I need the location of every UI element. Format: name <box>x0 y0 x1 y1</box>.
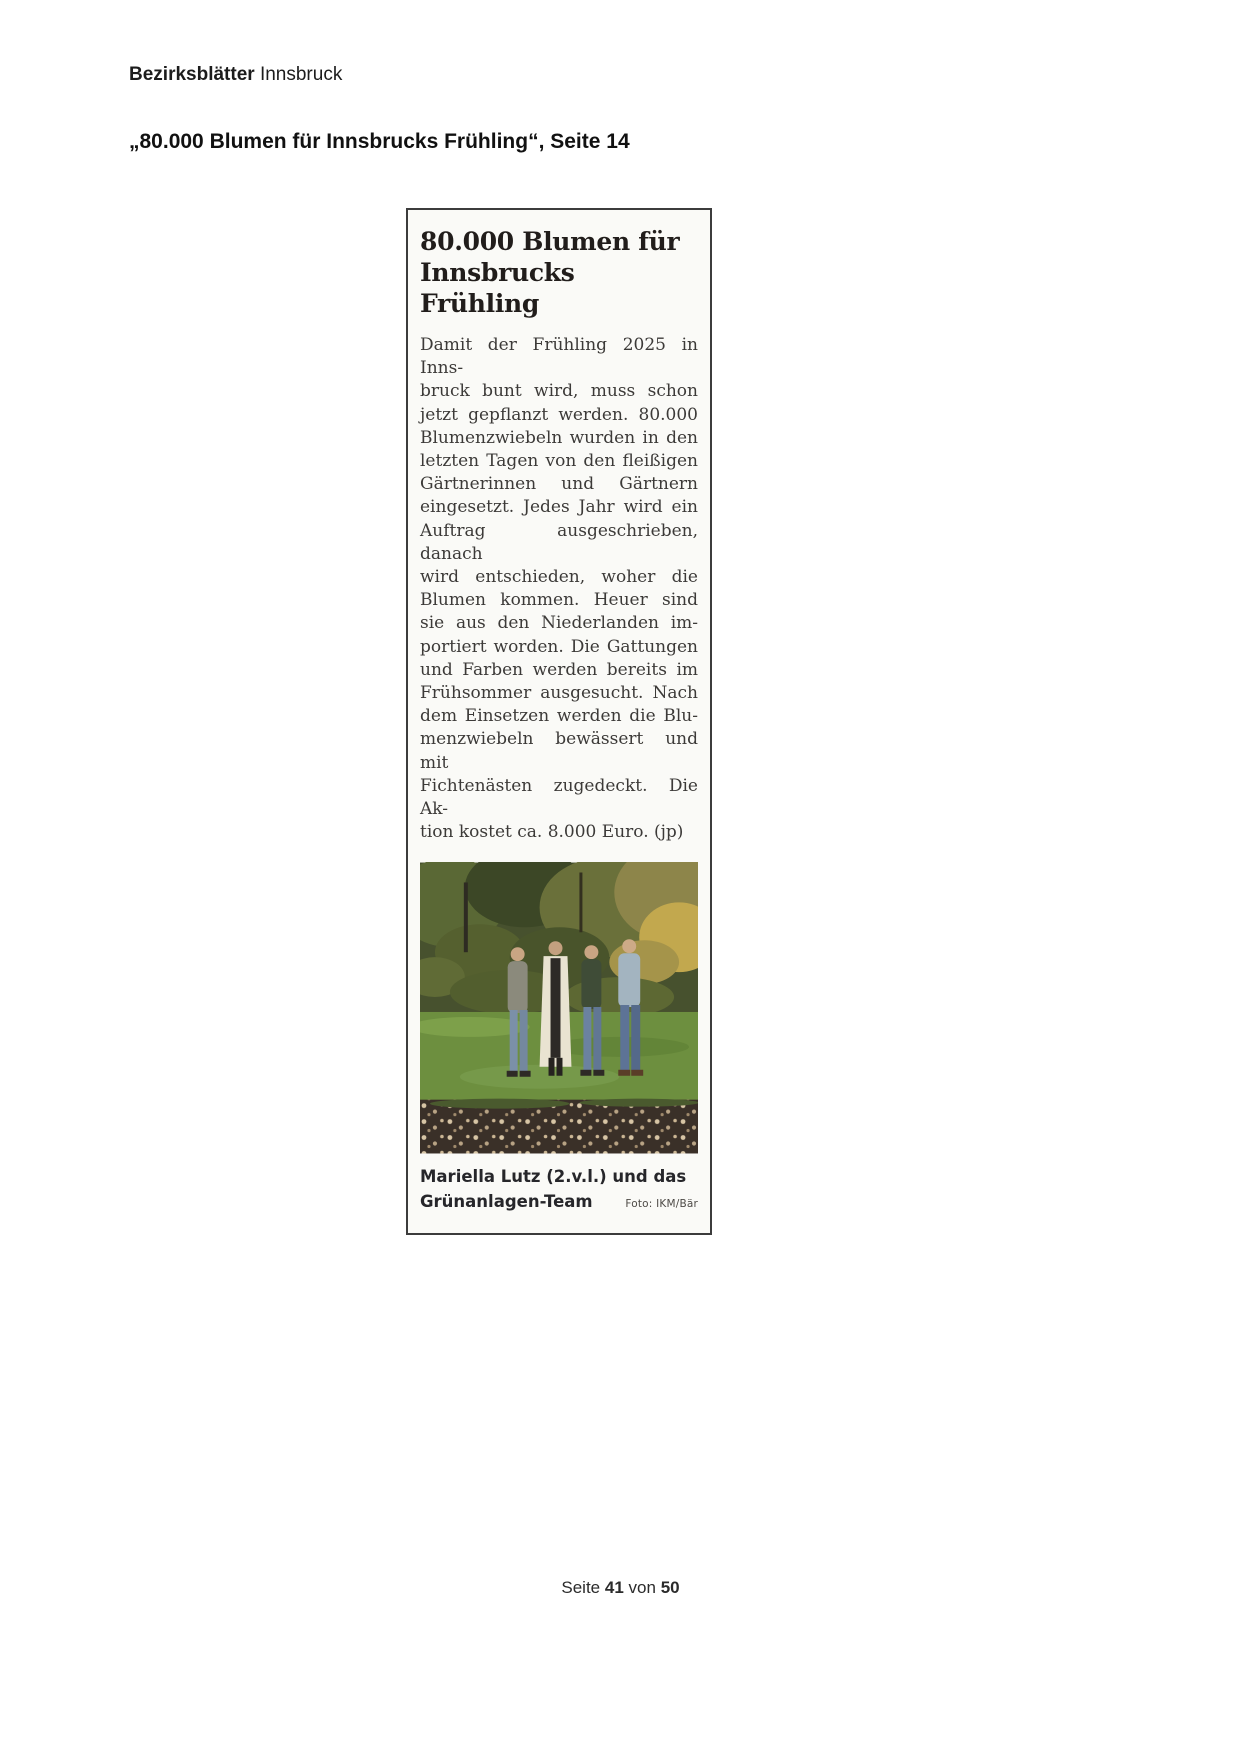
article-body-line: Blumenzwiebeln wurden in den <box>420 427 698 448</box>
publication-name: Bezirksblätter <box>129 64 255 85</box>
page-footer <box>0 1578 1241 1598</box>
article-body-line: jetzt gepflanzt werden. 80.000 <box>420 404 698 425</box>
newspaper-clipping <box>406 208 712 1235</box>
article-body-line: bruck bunt wird, muss schon <box>420 381 698 402</box>
footer-label-of: von <box>628 1578 656 1597</box>
photo-caption <box>420 1164 698 1217</box>
photo-person-2 <box>540 942 572 1077</box>
article-body-line: Frühsommer ausgesucht. Nach <box>420 683 698 704</box>
article-body <box>420 334 698 844</box>
article-body-line: portiert worden. Die Gattungen <box>420 636 698 657</box>
article-headline <box>420 226 698 319</box>
photo-caption-line1: Mariella Lutz (2.v.l.) und das <box>420 1167 687 1187</box>
article-body-line: letzten Tagen von den fleißigen <box>420 451 698 472</box>
article-headline-line1: 80.000 Blumen für <box>420 227 680 256</box>
article-body-line: eingesetzt. Jedes Jahr wird ein <box>420 497 698 518</box>
article-body-line: und Farben werden bereits im <box>420 659 698 680</box>
article-headline-line2: Innsbrucks Frühling <box>420 258 575 318</box>
photo-caption-line2: Grünanlagen-Team <box>420 1192 593 1212</box>
article-body-line: wird entschieden, woher die <box>420 567 698 588</box>
photo-credit: Foto: IKM/Bär <box>625 1198 698 1211</box>
article-body-line: Gärtnerinnen und Gärtnern <box>420 474 698 495</box>
footer-label-page: Seite <box>561 1578 601 1597</box>
article-body-line: Fichtenästen zugedeckt. Die Ak- <box>420 775 698 820</box>
article-body-line: menzwiebeln bewässert und mit <box>420 729 698 773</box>
article-body-line: dem Einsetzen werden die Blu- <box>420 706 698 727</box>
article-body-line: Blumen kommen. Heuer sind <box>420 590 698 611</box>
article-body-line: tion kostet ca. 8.000 Euro. (jp) <box>420 822 684 843</box>
article-body-line: Damit der Frühling 2025 in Inns- <box>420 335 698 379</box>
article-body-line: Auftrag ausgeschrieben, danach <box>420 520 698 564</box>
footer-page-current: 41 <box>604 1578 624 1597</box>
publication-region: Innsbruck <box>259 64 343 85</box>
document-title: „80.000 Blumen für Innsbrucks Frühling“, Seite 14 <box>129 130 630 153</box>
publication-header <box>129 64 342 86</box>
article-body-line: sie aus den Niederlanden im- <box>420 613 698 634</box>
article-photo <box>420 862 698 1154</box>
footer-page-total: 50 <box>660 1578 680 1597</box>
